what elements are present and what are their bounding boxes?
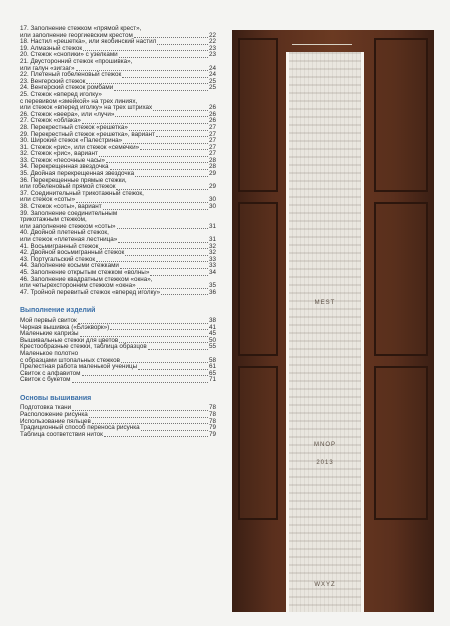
toc-page-number: 50 — [208, 336, 216, 344]
toc-item-title-end: или галун «зигзаг» — [20, 64, 75, 72]
stitch-list — [20, 26, 216, 296]
leader-dots — [103, 209, 208, 210]
toc-item — [20, 178, 216, 191]
toc-page-number: 31 — [208, 222, 216, 230]
toc-item-title: Использование пяльцев — [20, 417, 91, 425]
leader-dots — [148, 349, 208, 350]
toc-page-number: 33 — [208, 255, 216, 263]
toc-item-title: Традиционный способ переноса рисунка — [20, 424, 140, 432]
leader-dots — [157, 44, 208, 45]
leader-dots — [110, 329, 208, 330]
toc-item-title: Мой первый свиток — [20, 316, 77, 324]
toc-page-number: 30 — [208, 203, 216, 211]
toc-item-title: 37. Соединительный трикотажный стежок, — [20, 189, 144, 197]
toc-item-title: 22. Плетеный гобеленовый стежок — [20, 71, 122, 79]
toc-item-title: 32. Стежок «рис», вариант — [20, 150, 98, 158]
toc-item-title: 27. Стежок «облака» — [20, 117, 81, 125]
leader-dots — [82, 375, 208, 376]
toc-page-number: 38 — [208, 316, 216, 324]
leader-dots — [119, 57, 208, 58]
sampler-photo — [232, 30, 434, 612]
toc-item-title: Черная вышивка («Блэкворк») — [20, 323, 110, 331]
toc-page-number: 32 — [208, 249, 216, 257]
leader-dots — [115, 116, 208, 117]
toc-item-title: Крестообразные стежки, таблица образцов — [20, 343, 147, 351]
toc-item-title-cont: с перевивом «змейкой» на трех линиях, — [20, 97, 138, 105]
leader-dots — [125, 255, 208, 256]
toc-page-number: 27 — [208, 137, 216, 145]
toc-item-title: Вышивальные стежки для цветов — [20, 336, 119, 344]
toc-item-title: 41. Восьмигранный стежок — [20, 242, 99, 250]
leader-dots — [141, 430, 208, 431]
toc-page-number: 29 — [208, 170, 216, 178]
basics-list — [20, 405, 216, 438]
toc-item-title: 44. Заполнение косыми стежками — [20, 262, 119, 270]
toc-page-number: 65 — [208, 369, 216, 377]
project-list — [20, 318, 216, 384]
leader-dots — [72, 410, 208, 411]
toc-item-title: 24. Венгерский стежок ромбами — [20, 84, 114, 92]
toc-page-number: 35 — [208, 282, 216, 290]
toc-page-number: 25 — [208, 84, 216, 92]
section-title-basics: Основы вышивания — [20, 394, 92, 402]
toc-item-title: 30. Широкий стежок «Палестрина» — [20, 137, 123, 145]
toc-item-title: 31. Стежок «рис», или стежок «семечки» — [20, 143, 140, 151]
toc-item-title: 25. Стежок «вперед иголку» — [20, 90, 102, 98]
toc-page-number: 24 — [208, 71, 216, 79]
toc-item-title-end: или четырехсторонним стежком «окна» — [20, 282, 136, 290]
toc-page-number: 78 — [208, 417, 216, 425]
leader-dots — [106, 162, 208, 163]
toc-item-title: Маленькое полотно — [20, 349, 79, 357]
sampler-letters-2: MNOP — [314, 442, 336, 448]
toc-item-title: 42. Двойной восьмигранный стежок — [20, 249, 125, 257]
toc-item-title: 29. Перекрестный стежок «решетка», вариант — [20, 130, 155, 138]
toc-item-title: Свиток с алфавитом — [20, 369, 81, 377]
toc-item-title-end: с образцами штопальных стежков — [20, 356, 120, 364]
leader-dots — [118, 242, 208, 243]
toc-page-number: 33 — [208, 262, 216, 270]
toc-item-title-end: или гобеленовый прямой стежок — [20, 183, 116, 191]
leader-dots — [153, 110, 208, 111]
toc-page-number: 29 — [208, 183, 216, 191]
toc-item-title: Маленькие капризы — [20, 330, 79, 338]
leader-dots — [138, 369, 208, 370]
toc-item-title: 34. Перекрещенная звездочка — [20, 163, 109, 171]
toc-item-title: Расположение рисунка — [20, 411, 88, 419]
table-of-contents — [20, 26, 216, 438]
toc-item-title: 18. Настил «решетка», или якобинский настил — [20, 38, 157, 46]
toc-page-number: 23 — [208, 44, 216, 52]
toc-page-number: 58 — [208, 356, 216, 364]
toc-page-number: 26 — [208, 117, 216, 125]
sampler-year: 2013 — [316, 460, 334, 466]
leader-dots — [161, 294, 208, 295]
toc-item-title: 36. Перекрещенные прямые стежки, — [20, 176, 127, 184]
leader-dots — [72, 382, 208, 383]
leader-dots — [150, 275, 208, 276]
section-title-projects: Выполнение изделий — [20, 307, 96, 315]
toc-page-number: 41 — [208, 323, 216, 331]
toc-item-title: Свиток с букетом — [20, 376, 71, 384]
toc-item-title: 28. Перекрестный стежок «решетка» — [20, 123, 128, 131]
toc-page-number: 34 — [208, 268, 216, 276]
toc-item — [20, 290, 216, 297]
sampler-letters-3: WXYZ — [314, 582, 336, 588]
toc-page-number: 71 — [208, 376, 216, 384]
toc-page-number: 22 — [208, 38, 216, 46]
toc-item-title: 23. Венгерский стежок — [20, 77, 86, 85]
toc-page-number: 78 — [208, 404, 216, 412]
toc-item-title-end: или стежок «соты» — [20, 196, 76, 204]
toc-page-number: 78 — [208, 411, 216, 419]
toc-item-title: Таблица соответствия ниток — [20, 430, 103, 438]
toc-item-title: 20. Стежок «снопики» с узелками — [20, 51, 118, 59]
toc-page-number: 26 — [208, 110, 216, 118]
toc-item — [20, 377, 216, 384]
toc-item-title: Прелестная работа маленькой ученицы — [20, 363, 138, 371]
toc-item-title: 21. Двусторонний стежок «прошивка», — [20, 57, 133, 65]
toc-item-title: 45. Заполнение открытым стежком «волны» — [20, 268, 150, 276]
toc-page-number: 24 — [208, 64, 216, 72]
toc-page-number: 22 — [208, 31, 216, 39]
toc-item-title: 39. Заполнение соединительным — [20, 209, 118, 217]
toc-page-number: 61 — [208, 363, 216, 371]
embroidered-sampler — [286, 52, 364, 612]
toc-item-title: Подготовка ткани — [20, 404, 72, 412]
toc-item-title-end: или заполнение георгиевским крестом — [20, 31, 133, 39]
toc-page-number: 30 — [208, 196, 216, 204]
toc-page-number: 31 — [208, 236, 216, 243]
leader-dots — [89, 417, 208, 418]
toc-item — [20, 92, 216, 112]
toc-item-title-cont: трикотажным стежком, — [20, 216, 87, 224]
leader-dots — [104, 436, 208, 437]
leader-dots — [122, 77, 208, 78]
toc-page-number: 55 — [208, 343, 216, 351]
toc-item-title-end: или стежок «плетеная лестница» — [20, 236, 118, 243]
toc-item-title: 35. Двойная перекрещенная звездочка — [20, 170, 135, 178]
toc-item-title: 38. Стежок «соты», вариант — [20, 203, 102, 211]
leader-dots — [99, 156, 208, 157]
toc-item — [20, 432, 216, 439]
toc-item-title: 33. Стежок «песочные часы» — [20, 156, 106, 164]
toc-item-title: 47. Тройной перевитый стежок «вперед иголку» — [20, 288, 161, 296]
toc-page-number: 27 — [208, 123, 216, 131]
toc-page-number: 36 — [208, 288, 216, 296]
toc-item — [20, 230, 216, 243]
sampler-letters-1: MEST — [314, 300, 336, 306]
toc-item-title: 40. Двойной плетеный стежок, — [20, 229, 109, 237]
leader-dots — [135, 176, 208, 177]
toc-page-number: 25 — [208, 77, 216, 85]
toc-item-title-end: или стежок «вперед иголку» на трех штрихах — [20, 104, 153, 112]
leader-dots — [140, 149, 208, 150]
toc-item-title: 43. Португальский стежок — [20, 255, 96, 263]
toc-page-number: 27 — [208, 150, 216, 158]
toc-page-number: 45 — [208, 330, 216, 338]
toc-page-number: 79 — [208, 424, 216, 432]
leader-dots — [156, 136, 208, 137]
toc-item-title-end: или заполнение стежком «соты» — [20, 222, 116, 230]
toc-page-number: 32 — [208, 242, 216, 250]
toc-page-number: 28 — [208, 156, 216, 164]
toc-item-title: 19. Алмазный стежок — [20, 44, 83, 52]
toc-item — [20, 211, 216, 231]
toc-page-number: 26 — [208, 104, 216, 112]
toc-page-number: 27 — [208, 143, 216, 151]
leader-dots — [114, 90, 208, 91]
toc-item — [20, 277, 216, 290]
toc-item-title: 26. Стежок «веера», или «лучи» — [20, 110, 115, 118]
leader-dots — [117, 228, 208, 229]
toc-item-title: 17. Заполнение стежком «прямой крест», — [20, 25, 142, 32]
toc-page-number: 79 — [208, 430, 216, 438]
toc-page-number: 23 — [208, 51, 216, 59]
toc-item-title: 46. Заполнение квадратным стежком «окна», — [20, 275, 153, 283]
toc-page-number: 28 — [208, 163, 216, 171]
toc-page-number: 27 — [208, 130, 216, 138]
